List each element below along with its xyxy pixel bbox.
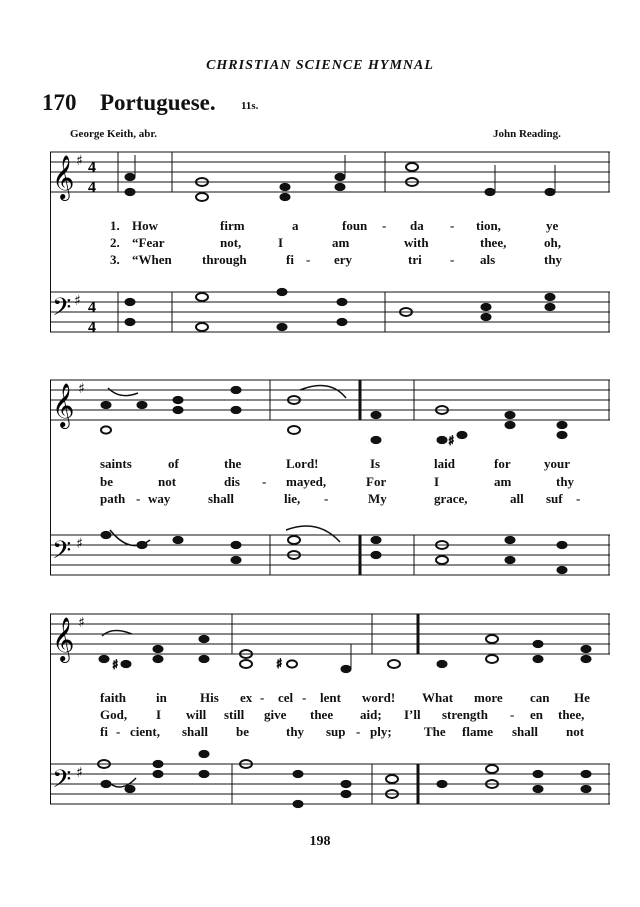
- svg-text:4: 4: [88, 159, 96, 176]
- treble-clef-icon: 𝄞: [52, 155, 75, 199]
- svg-text:♯: ♯: [78, 381, 85, 397]
- svg-text:4: 4: [88, 299, 96, 316]
- svg-text:4: 4: [88, 179, 96, 196]
- svg-text:♯: ♯: [112, 658, 119, 673]
- svg-text:♯: ♯: [76, 536, 83, 552]
- bass-clef-icon: 𝄢: [52, 765, 72, 800]
- music-system-2: [50, 360, 610, 585]
- svg-text:♯: ♯: [74, 293, 81, 309]
- treble-clef-icon: 𝄞: [52, 617, 75, 661]
- hymnal-header: CHRISTIAN SCIENCE HYMNAL: [206, 58, 434, 73]
- hymn-number: 170: [42, 90, 77, 115]
- lyricist-credit: George Keith, abr.: [70, 128, 157, 140]
- svg-text:♯: ♯: [76, 153, 83, 169]
- bass-clef-icon: 𝄢: [52, 293, 72, 328]
- treble-clef-icon: 𝄞: [52, 383, 75, 427]
- svg-text:♯: ♯: [448, 434, 455, 449]
- bass-clef-icon: 𝄢: [52, 536, 72, 571]
- page-number: 198: [309, 834, 331, 849]
- meter: 11s.: [241, 100, 259, 112]
- svg-text:4: 4: [88, 319, 96, 336]
- svg-text:♯: ♯: [276, 657, 283, 672]
- svg-text:♯: ♯: [78, 615, 85, 631]
- composer-credit: John Reading.: [493, 128, 561, 140]
- svg-text:♯: ♯: [76, 765, 83, 781]
- tune-name: Portuguese.: [100, 90, 216, 115]
